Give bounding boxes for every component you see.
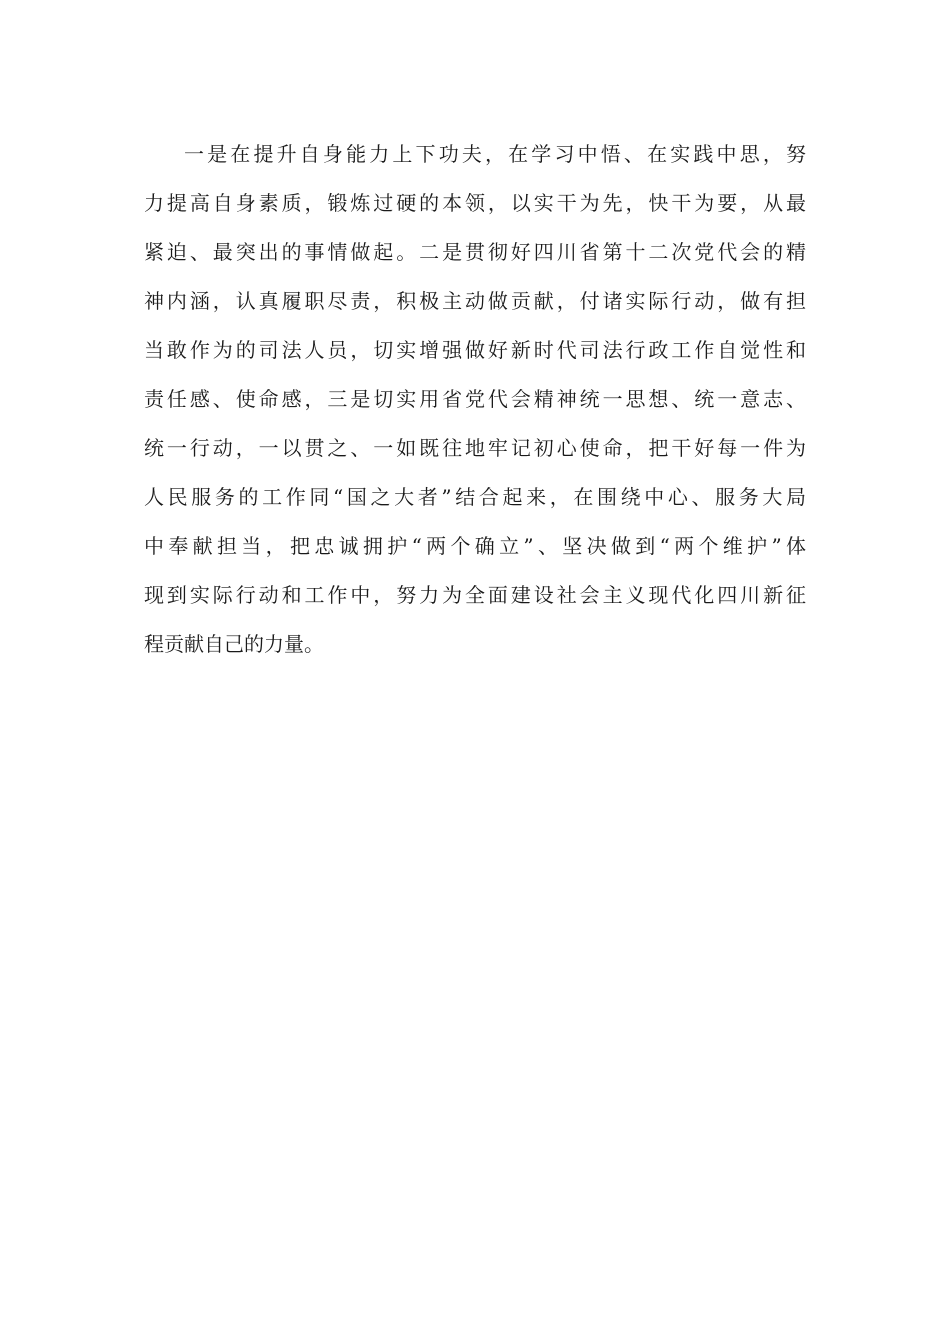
paragraph-line: 人民服务的工作同“国之大者”结合起来，在围绕中心、服务大局 (144, 485, 806, 509)
paragraph-line: 力提高自身素质，锻炼过硬的本领，以实干为先，快干为要，从最 (144, 191, 806, 215)
paragraph-line: 一是在提升自身能力上下功夫，在学习中悟、在实践中思，努 (184, 142, 806, 166)
paragraph-line: 神内涵，认真履职尽责，积极主动做贡献，付诸实际行动，做有担 (144, 289, 806, 313)
paragraph-line: 统一行动，一以贯之、一如既往地牢记初心使命，把干好每一件为 (144, 436, 806, 460)
paragraph-line: 紧迫、最突出的事情做起。二是贯彻好四川省第十二次党代会的精 (144, 240, 806, 264)
paragraph-line: 当敢作为的司法人员，切实增强做好新时代司法行政工作自觉性和 (144, 338, 806, 362)
paragraph-line: 中奉献担当，把忠诚拥护“两个确立”、坚决做到“两个维护”体 (144, 534, 806, 558)
paragraph-line: 责任感、使命感，三是切实用省党代会精神统一思想、统一意志、 (144, 387, 806, 411)
paragraph-line: 程贡献自己的力量。 (144, 632, 324, 656)
body-paragraph (144, 130, 806, 669)
paragraph-line: 现到实际行动和工作中，努力为全面建设社会主义现代化四川新征 (144, 583, 806, 607)
